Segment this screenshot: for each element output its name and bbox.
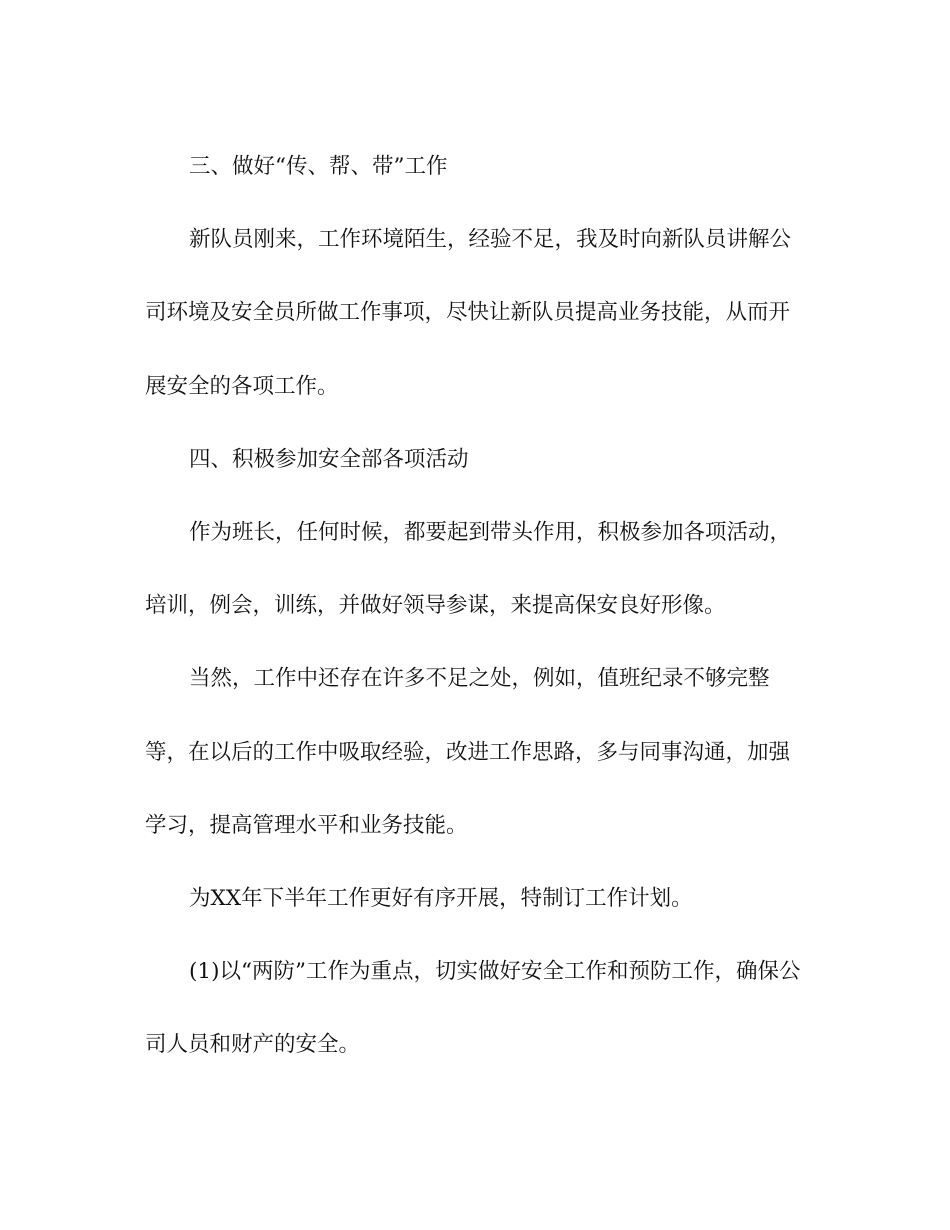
section-heading-3: 三、做好“传、帮、带”工作 — [189, 154, 448, 179]
paragraph-line: 当然，工作中还存在许多不足之处，例如，值班纪录不够完整 — [189, 666, 770, 692]
paragraph-line: 展安全的各项工作。 — [145, 373, 339, 399]
paragraph-line: 为XX年下半年工作更好有序开展，特制订工作计划。 — [189, 885, 693, 911]
paragraph-line: 等，在以后的工作中吸取经验，改进工作思路，多与同事沟通，加强 — [145, 739, 791, 765]
paragraph-line: 学习，提高管理水平和业务技能。 — [145, 812, 468, 838]
paragraph-line: 司环境及安全员所做工作事项，尽快让新队员提高业务技能，从而开 — [145, 300, 791, 326]
document-body — [145, 130, 805, 1081]
section-heading-4: 四、积极参加安全部各项活动 — [189, 446, 469, 472]
paragraph-line: 培训，例会，训练，并做好领导参谋，来提高保安良好形像。 — [145, 593, 726, 619]
paragraph-line: 新队员刚来，工作环境陌生，经验不足，我及时向新队员讲解公 — [189, 227, 792, 253]
paragraph-line: 作为班长，任何时候，都要起到带头作用，积极参加各项活动， — [189, 519, 792, 545]
list-item-1: (1)以“两防”工作为重点，切实做好安全工作和预防工作，确保公 — [189, 959, 801, 985]
paragraph-line: 司人员和财产的安全。 — [145, 1032, 361, 1058]
